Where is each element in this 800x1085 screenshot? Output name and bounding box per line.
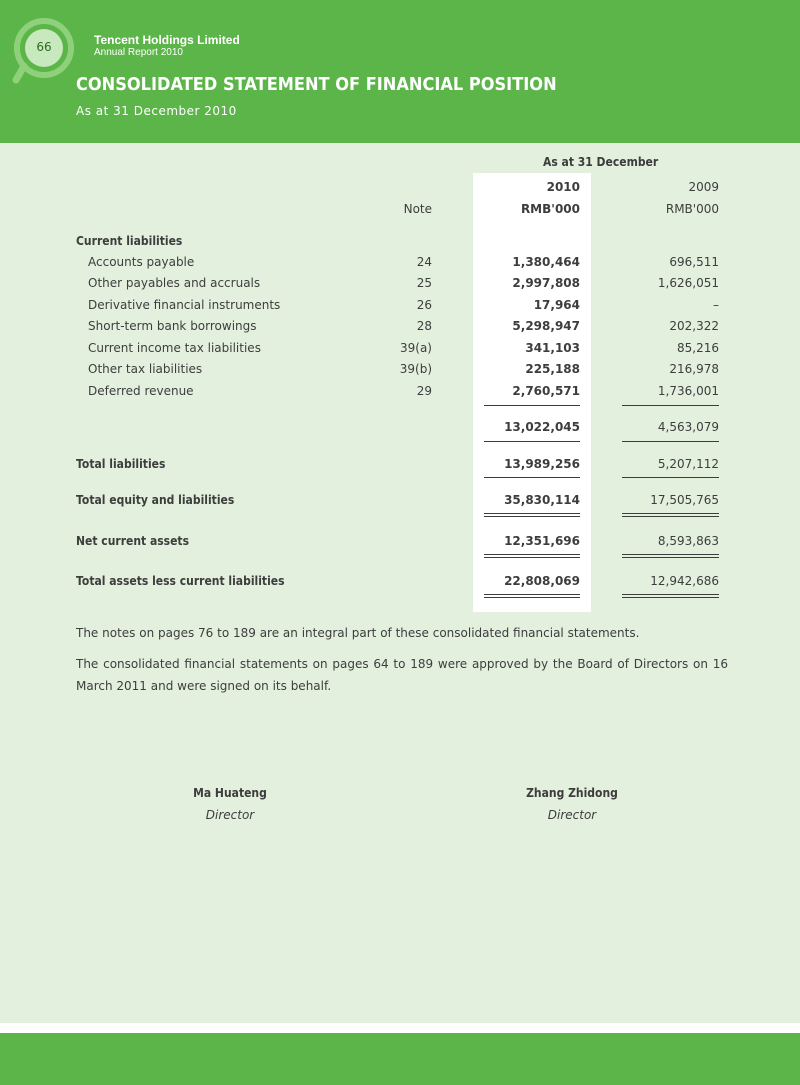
signatory-name: Ma Huateng	[193, 786, 267, 800]
row-value-2010: 1,380,464	[512, 255, 580, 269]
double-rule-line	[622, 594, 719, 598]
total-value-2010: 22,808,069	[504, 574, 580, 588]
signatory-role: Director	[547, 808, 597, 822]
total-value-2010: 35,830,114	[504, 493, 580, 507]
total-label: Total assets less current liabilities	[76, 574, 285, 588]
rule-line	[484, 477, 580, 478]
row-value-2009: 1,626,051	[657, 276, 719, 290]
total-value-2009: 12,942,686	[650, 574, 719, 588]
row-value-2009: 85,216	[677, 341, 719, 355]
page-number: 66	[36, 40, 52, 54]
row-value-2009: 216,978	[669, 362, 719, 376]
rule-line	[622, 405, 719, 406]
approval-paragraph: The consolidated financial statements on pages 64 to 189 were approved by the Board of Directors on 16 March 2011 and were signed on its behalf.	[76, 657, 728, 693]
report-name: Annual Report 2010	[94, 47, 183, 58]
subtotal-value-2009: 4,563,079	[657, 420, 719, 434]
double-rule-line	[622, 554, 719, 558]
rule-line	[622, 477, 719, 478]
total-value-2009: 8,593,863	[657, 534, 719, 548]
row-value-2009: –	[713, 298, 719, 312]
row-label: Other payables and accruals	[88, 276, 261, 290]
row-label: Derivative financial instruments	[88, 298, 281, 312]
rule-line	[484, 441, 580, 442]
year-2009-header: 2009	[688, 180, 719, 194]
row-value-2010: 2,760,571	[512, 384, 580, 398]
row-value-2010: 341,103	[525, 341, 580, 355]
row-value-2010: 17,964	[533, 298, 580, 312]
rule-line	[622, 441, 719, 442]
double-rule-line	[484, 554, 580, 558]
row-note: 39(a)	[400, 341, 432, 355]
row-label: Accounts payable	[88, 255, 195, 269]
total-label: Total liabilities	[76, 457, 166, 471]
row-label: Current income tax liabilities	[88, 341, 261, 355]
total-label: Net current assets	[76, 534, 190, 548]
double-rule-line	[484, 513, 580, 517]
total-label: Total equity and liabilities	[76, 493, 235, 507]
notes-paragraph: The notes on pages 76 to 189 are an integral part of these consolidated financial statements.	[76, 626, 640, 640]
row-value-2009: 202,322	[669, 319, 719, 333]
row-note: 28	[416, 319, 432, 333]
subtotal-value-2010: 13,022,045	[504, 420, 580, 434]
total-value-2010: 12,351,696	[504, 534, 580, 548]
double-rule-line	[484, 594, 580, 598]
row-label: Deferred revenue	[88, 384, 194, 398]
row-value-2010: 2,997,808	[512, 276, 580, 290]
note-header: Note	[403, 202, 432, 216]
footer-gap	[0, 1023, 800, 1033]
section-current-liabilities: Current liabilities	[76, 234, 183, 248]
row-note: 25	[416, 276, 432, 290]
total-value-2009: 5,207,112	[657, 457, 719, 471]
page-header	[0, 0, 800, 143]
row-value-2010: 5,298,947	[512, 319, 580, 333]
row-label: Short-term bank borrowings	[88, 319, 257, 333]
group-header: As at 31 December	[543, 155, 659, 169]
row-value-2009: 696,511	[669, 255, 719, 269]
signatory-role: Director	[205, 808, 255, 822]
rule-line	[484, 405, 580, 406]
row-value-2009: 1,736,001	[657, 384, 719, 398]
total-value-2010: 13,989,256	[504, 457, 580, 471]
unit-2010-header: RMB'000	[520, 202, 580, 216]
unit-2009-header: RMB'000	[665, 202, 719, 216]
page-subtitle: As at 31 December 2010	[76, 104, 237, 118]
page-title: CONSOLIDATED STATEMENT OF FINANCIAL POSITION	[76, 74, 557, 95]
page-footer	[0, 1033, 800, 1085]
row-value-2010: 225,188	[525, 362, 580, 376]
row-note: 29	[416, 384, 432, 398]
row-label: Other tax liabilities	[88, 362, 203, 376]
signatory-name: Zhang Zhidong	[526, 786, 618, 800]
double-rule-line	[622, 513, 719, 517]
row-note: 39(b)	[399, 362, 432, 376]
company-name: Tencent Holdings Limited	[94, 33, 240, 47]
row-note: 24	[416, 255, 432, 269]
total-value-2009: 17,505,765	[650, 493, 719, 507]
row-note: 26	[416, 298, 432, 312]
statement-body	[0, 143, 800, 1023]
year-2010-header: 2010	[546, 180, 580, 194]
